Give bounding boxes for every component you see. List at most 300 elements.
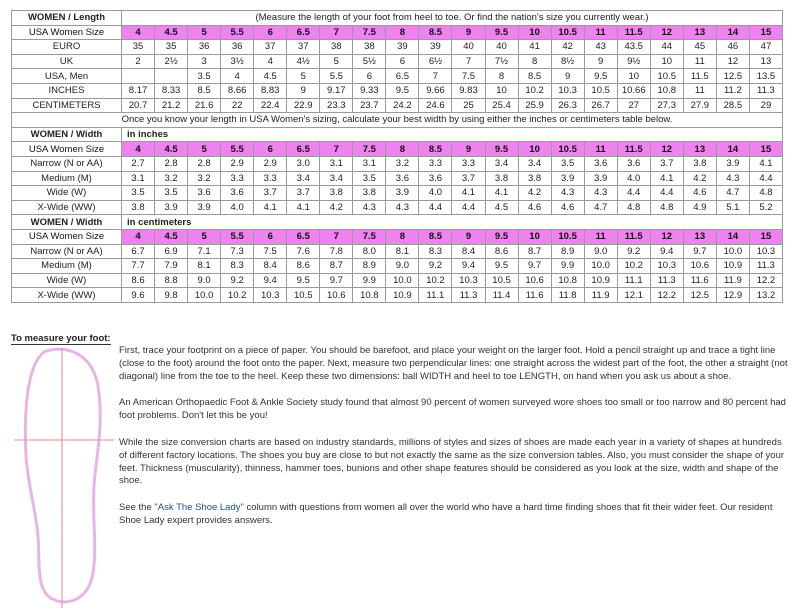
row-label: Narrow (N or AA) (12, 244, 122, 259)
table-cell: 8.4 (452, 244, 485, 259)
table-cell: 4.8 (749, 186, 782, 201)
table-cell: 9.9 (353, 273, 386, 288)
length-data-row (12, 54, 783, 69)
ask-shoe-lady-link[interactable]: "Ask The Shoe Lady" (154, 502, 244, 514)
table-cell: 4.4 (749, 171, 782, 186)
instructions-paragraph-3: While the size conversion charts are based on industry standards, millions of styles and sizes of shoes are made each year in a variety of shapes at hundreds of different factory locations. The shoes you buy are close to but not exactly the same as the size conversion tables. Also, you must consider the shape of your feet. Thickness (muscularity), thinness, hammer toes, bunions and other shape features should be considered as you look at the size, width and shape of the shoe. (119, 436, 785, 487)
table-cell: 9.0 (188, 273, 221, 288)
table-cell: 8.0 (353, 244, 386, 259)
table-cell: 8½ (551, 54, 584, 69)
row-label: Wide (W) (12, 273, 122, 288)
table-cell: 4 (254, 54, 287, 69)
size-cell: 13 (683, 229, 716, 244)
table-cell: 35 (155, 40, 188, 55)
table-cell: 3.5 (353, 171, 386, 186)
size-cell: 5.5 (221, 142, 254, 157)
table-cell: 3.3 (221, 171, 254, 186)
table-cell: 13.2 (749, 288, 782, 303)
size-cell: 8 (386, 142, 419, 157)
table-cell: 12 (716, 54, 749, 69)
table-cell: 10.5 (650, 69, 683, 84)
size-cell: 6 (254, 142, 287, 157)
table-cell: 11.6 (518, 288, 551, 303)
table-cell: 3.8 (518, 171, 551, 186)
table-cell: 3.9 (155, 200, 188, 215)
length-data-row (12, 40, 783, 55)
table-cell: 45 (683, 40, 716, 55)
size-cell: 9.5 (485, 25, 518, 40)
table-cell: 10.0 (584, 259, 617, 274)
table-cell: 9.5 (584, 69, 617, 84)
table-cell: 6.9 (155, 244, 188, 259)
table-cell: 8.4 (254, 259, 287, 274)
table-cell: 3.8 (683, 156, 716, 171)
table-cell: 6 (353, 69, 386, 84)
table-cell: 26.7 (584, 98, 617, 113)
table-cell: 2.8 (155, 156, 188, 171)
size-cell: 11.5 (617, 25, 650, 40)
table-cell: 3.9 (188, 200, 221, 215)
table-cell: 9.0 (386, 259, 419, 274)
cm-data-row (12, 288, 783, 303)
table-cell: 8.6 (287, 259, 320, 274)
table-cell: 11.6 (683, 273, 716, 288)
table-cell: 21.6 (188, 98, 221, 113)
table-cell: 2.7 (122, 156, 155, 171)
table-cell: 36 (221, 40, 254, 55)
size-cell: 5 (188, 25, 221, 40)
table-cell: 42 (551, 40, 584, 55)
size-cell: 8.5 (419, 142, 452, 157)
row-label: X-Wide (WW) (12, 288, 122, 303)
size-cell: 9.5 (485, 229, 518, 244)
inches-data-row (12, 200, 783, 215)
table-cell: 3.8 (353, 186, 386, 201)
table-cell: 43.5 (617, 40, 650, 55)
table-cell: 8.3 (419, 244, 452, 259)
size-cell: 15 (749, 142, 782, 157)
table-cell: 4.6 (683, 186, 716, 201)
table-cell: 9.5 (287, 273, 320, 288)
table-cell: 8.1 (188, 259, 221, 274)
row-label: Medium (M) (12, 171, 122, 186)
length-size-row (12, 25, 783, 40)
table-cell: 3.1 (353, 156, 386, 171)
table-cell: 22.9 (287, 98, 320, 113)
cm-header-label: WOMEN / Width (12, 215, 122, 230)
row-label: EURO (12, 40, 122, 55)
size-cell: 7 (320, 142, 353, 157)
table-cell: 10.5 (287, 288, 320, 303)
table-cell: 9.17 (320, 83, 353, 98)
middle-note-row (12, 113, 783, 128)
p4-post: column with questions from women all over the world who have a hard time finding shoes that fit their wider feet. Our resident Shoe Lady expert provides answers. (119, 502, 773, 526)
table-cell: 10.8 (353, 288, 386, 303)
table-cell: 3.6 (188, 186, 221, 201)
table-cell: 9.2 (617, 244, 650, 259)
table-cell: 4.3 (386, 200, 419, 215)
table-cell: 11.3 (749, 259, 782, 274)
table-cell: 8.66 (221, 83, 254, 98)
length-data-row (12, 83, 783, 98)
table-cell: 46 (716, 40, 749, 55)
table-cell: 5 (287, 69, 320, 84)
table-cell: 8.1 (386, 244, 419, 259)
table-cell: 3.6 (617, 156, 650, 171)
table-cell: 9 (584, 54, 617, 69)
table-cell: 8.3 (221, 259, 254, 274)
table-cell: 3.5 (122, 186, 155, 201)
table-cell: 9.9 (551, 259, 584, 274)
table-cell: 12.1 (617, 288, 650, 303)
inches-data-row (12, 171, 783, 186)
table-cell: 12.9 (716, 288, 749, 303)
table-cell: 2½ (155, 54, 188, 69)
size-cell: 15 (749, 25, 782, 40)
table-cell: 9.33 (353, 83, 386, 98)
table-cell: 9.66 (419, 83, 452, 98)
size-cell: 4 (122, 142, 155, 157)
length-data-row (12, 98, 783, 113)
table-cell: 12.5 (716, 69, 749, 84)
table-cell: 3.6 (419, 171, 452, 186)
table-cell: 11.1 (617, 273, 650, 288)
size-cell: 11.5 (617, 142, 650, 157)
table-cell: 37 (287, 40, 320, 55)
table-cell: 10.0 (188, 288, 221, 303)
table-cell: 25.4 (485, 98, 518, 113)
size-cell: 6.5 (287, 229, 320, 244)
table-cell: 22.4 (254, 98, 287, 113)
table-cell: 11.3 (452, 288, 485, 303)
size-cell: 10.5 (551, 25, 584, 40)
table-cell: 3.9 (551, 171, 584, 186)
table-cell: 4.2 (683, 171, 716, 186)
table-cell: 13.5 (749, 69, 782, 84)
table-cell: 27 (617, 98, 650, 113)
size-cell: 4.5 (155, 142, 188, 157)
inches-subheader: in inches (122, 127, 783, 142)
cm-subheader: in centimeters (122, 215, 783, 230)
size-cell: 6.5 (287, 25, 320, 40)
shoe-size-table (11, 10, 783, 303)
table-cell: 4.8 (650, 200, 683, 215)
table-cell: 4.1 (452, 186, 485, 201)
table-cell: 10.5 (584, 83, 617, 98)
measure-heading: To measure your foot: (11, 333, 111, 344)
measure-instructions (119, 345, 791, 542)
table-cell: 3.6 (221, 186, 254, 201)
table-cell: 27.9 (683, 98, 716, 113)
table-cell: 25 (452, 98, 485, 113)
table-cell: 12.2 (650, 288, 683, 303)
length-header-note: (Measure the length of your foot from heel to toe. Or find the nation's size you currently wear.) (122, 11, 783, 26)
table-cell: 40 (485, 40, 518, 55)
table-cell: 8.6 (122, 273, 155, 288)
table-cell: 10.9 (386, 288, 419, 303)
table-cell: 11.9 (716, 273, 749, 288)
size-cell: 9.5 (485, 142, 518, 157)
size-cell: 12 (650, 25, 683, 40)
table-cell: 3.6 (386, 171, 419, 186)
table-cell: 39 (386, 40, 419, 55)
table-cell: 4.1 (485, 186, 518, 201)
table-cell: 9.6 (122, 288, 155, 303)
foot-outline-image (14, 346, 114, 608)
table-cell: 3.4 (320, 171, 353, 186)
table-cell: 9.0 (584, 244, 617, 259)
cm-data-row (12, 273, 783, 288)
table-cell: 3.2 (386, 156, 419, 171)
size-cell: 8 (386, 25, 419, 40)
table-cell: 10.8 (650, 83, 683, 98)
table-cell: 8.8 (155, 273, 188, 288)
table-cell: 4.2 (320, 200, 353, 215)
table-cell: 24.6 (419, 98, 452, 113)
table-cell: 8.7 (518, 244, 551, 259)
table-cell: 39 (419, 40, 452, 55)
table-cell: 28.5 (716, 98, 749, 113)
instructions-paragraph-1: First, trace your footprint on a piece of paper. You should be barefoot, and place your weight on the larger foot. Hold a pencil straight up and trace a tight line (close to the foot) around the foot onto the paper. Next, measure two perpendicular lines: one straight across the widest part of the foot, the other a straight (not diagonal) line from the toe to the heel. Keep these two dimensions: ball WIDTH and heel to toe LENGTH, on hand when you ask us about a shoe. (119, 345, 788, 382)
table-cell: 6½ (419, 54, 452, 69)
size-cell: 5.5 (221, 25, 254, 40)
table-cell: 5.1 (716, 200, 749, 215)
table-cell: 23.3 (320, 98, 353, 113)
table-cell: 26.3 (551, 98, 584, 113)
table-cell: 7½ (485, 54, 518, 69)
row-label: CENTIMETERS (12, 98, 122, 113)
table-cell: 4.8 (617, 200, 650, 215)
table-cell: 11.3 (650, 273, 683, 288)
table-cell: 37 (254, 40, 287, 55)
table-cell: 4.1 (254, 200, 287, 215)
size-cell: 7.5 (353, 229, 386, 244)
table-cell: 7.5 (452, 69, 485, 84)
size-cell: 11 (584, 25, 617, 40)
size-cell: 12 (650, 229, 683, 244)
table-cell: 27.3 (650, 98, 683, 113)
size-cell: 15 (749, 229, 782, 244)
table-cell (155, 69, 188, 84)
table-cell: 3.3 (419, 156, 452, 171)
size-cell: 11.5 (617, 229, 650, 244)
table-cell: 4.9 (683, 200, 716, 215)
inches-header-label: WOMEN / Width (12, 127, 122, 142)
table-cell: 10.6 (683, 259, 716, 274)
table-cell: 3.5 (551, 156, 584, 171)
size-cell: 10 (518, 229, 551, 244)
size-cell: 10.5 (551, 229, 584, 244)
table-cell: 3.5 (188, 69, 221, 84)
table-cell: 10.2 (221, 288, 254, 303)
table-cell: 13 (749, 54, 782, 69)
table-cell: 4.4 (452, 200, 485, 215)
size-cell: 10 (518, 142, 551, 157)
size-cell: 8 (386, 229, 419, 244)
table-cell: 10.0 (716, 244, 749, 259)
row-label: INCHES (12, 83, 122, 98)
table-cell: 4.5 (254, 69, 287, 84)
table-cell: 4.1 (650, 171, 683, 186)
table-cell: 35 (122, 40, 155, 55)
table-cell: 7.7 (122, 259, 155, 274)
inches-header-row (12, 127, 783, 142)
table-cell: 24.2 (386, 98, 419, 113)
table-cell: 7 (452, 54, 485, 69)
table-cell: 8 (485, 69, 518, 84)
table-cell: 10.3 (551, 83, 584, 98)
table-cell: 4.4 (617, 186, 650, 201)
size-cell: 11 (584, 229, 617, 244)
table-cell: 10.6 (518, 273, 551, 288)
table-cell: 7.3 (221, 244, 254, 259)
table-cell: 10.5 (485, 273, 518, 288)
table-cell: 3½ (221, 54, 254, 69)
table-cell: 9.83 (452, 83, 485, 98)
table-cell: 4.1 (287, 200, 320, 215)
table-cell: 9.2 (419, 259, 452, 274)
table-cell (122, 69, 155, 84)
table-cell: 3.9 (716, 156, 749, 171)
table-cell: 7.1 (188, 244, 221, 259)
table-cell: 3.7 (287, 186, 320, 201)
table-cell: 8 (518, 54, 551, 69)
table-cell: 8.83 (254, 83, 287, 98)
table-cell: 47 (749, 40, 782, 55)
table-cell: 4.6 (518, 200, 551, 215)
table-cell: 9.7 (320, 273, 353, 288)
table-cell: 8.9 (551, 244, 584, 259)
table-cell: 3.7 (650, 156, 683, 171)
table-cell: 3.9 (386, 186, 419, 201)
table-cell: 3.1 (122, 171, 155, 186)
table-cell: 3.8 (485, 171, 518, 186)
table-cell: 10.3 (749, 244, 782, 259)
table-cell: 40 (452, 40, 485, 55)
table-cell: 4.5 (485, 200, 518, 215)
table-cell: 4.2 (518, 186, 551, 201)
instructions-paragraph-2: An American Orthopaedic Foot & Ankle Society study found that almost 90 percent of women surveyed wore shoes too small or too narrow and 80 percent had foot problems. Don't let this be you! (119, 397, 786, 422)
size-cell: 14 (716, 142, 749, 157)
size-cell: 6.5 (287, 142, 320, 157)
table-cell: 4.3 (353, 200, 386, 215)
table-cell: 10.3 (452, 273, 485, 288)
table-cell: 36 (188, 40, 221, 55)
table-cell: 11.9 (584, 288, 617, 303)
table-cell: 4.0 (617, 171, 650, 186)
size-cell: 14 (716, 25, 749, 40)
table-cell: 10.2 (518, 83, 551, 98)
table-cell: 5 (320, 54, 353, 69)
size-cell: 8.5 (419, 25, 452, 40)
table-cell: 3.9 (584, 171, 617, 186)
table-cell: 7.8 (320, 244, 353, 259)
table-cell: 3.2 (155, 171, 188, 186)
inches-size-row (12, 142, 783, 157)
table-cell: 29 (749, 98, 782, 113)
table-cell: 10.6 (320, 288, 353, 303)
table-cell: 2.9 (254, 156, 287, 171)
inches-size-label: USA Women Size (12, 142, 122, 157)
table-cell: 4.3 (551, 186, 584, 201)
p4-pre: See the (119, 502, 155, 514)
table-cell: 9.7 (518, 259, 551, 274)
foot-outline (25, 349, 100, 602)
table-cell: 4½ (287, 54, 320, 69)
table-cell: 11.2 (716, 83, 749, 98)
size-cell: 6 (254, 229, 287, 244)
table-cell: 10 (650, 54, 683, 69)
table-cell: 4.3 (716, 171, 749, 186)
table-cell: 4.3 (584, 186, 617, 201)
table-cell: 44 (650, 40, 683, 55)
table-cell: 9.5 (386, 83, 419, 98)
table-cell: 5.2 (749, 200, 782, 215)
length-header-row (12, 11, 783, 26)
size-cell: 5 (188, 229, 221, 244)
size-cell: 13 (683, 142, 716, 157)
table-cell: 11.3 (749, 83, 782, 98)
size-cell: 6 (254, 25, 287, 40)
table-cell: 20.7 (122, 98, 155, 113)
table-cell: 7.5 (254, 244, 287, 259)
table-cell: 21.2 (155, 98, 188, 113)
table-cell: 3.4 (485, 156, 518, 171)
table-cell: 3.4 (287, 171, 320, 186)
table-cell: 4.1 (749, 156, 782, 171)
size-cell: 8.5 (419, 229, 452, 244)
table-cell: 9.4 (452, 259, 485, 274)
middle-note: Once you know your length in USA Women's sizing, calculate your best width by using either the inches or centimeters table below. (12, 113, 783, 128)
size-cell: 12 (650, 142, 683, 157)
size-cell: 10 (518, 25, 551, 40)
length-data-row (12, 69, 783, 84)
size-cell: 13 (683, 25, 716, 40)
table-cell: 5½ (353, 54, 386, 69)
table-cell: 23.7 (353, 98, 386, 113)
table-cell: 22 (221, 98, 254, 113)
table-cell: 4.0 (221, 200, 254, 215)
table-cell: 9.8 (155, 288, 188, 303)
table-cell: 3 (188, 54, 221, 69)
table-cell: 10.66 (617, 83, 650, 98)
table-cell: 7 (419, 69, 452, 84)
table-cell: 10.2 (419, 273, 452, 288)
table-cell: 11 (683, 83, 716, 98)
table-cell: 8.33 (155, 83, 188, 98)
table-cell: 4.4 (650, 186, 683, 201)
cm-size-row (12, 229, 783, 244)
table-cell: 3.7 (254, 186, 287, 201)
row-label: Wide (W) (12, 186, 122, 201)
table-cell: 3.0 (287, 156, 320, 171)
table-cell: 10.9 (584, 273, 617, 288)
table-cell: 3.7 (452, 171, 485, 186)
table-cell: 2.9 (221, 156, 254, 171)
size-cell: 7 (320, 25, 353, 40)
table-cell: 3.3 (254, 171, 287, 186)
table-cell: 8.7 (320, 259, 353, 274)
table-cell: 41 (518, 40, 551, 55)
table-cell: 3.2 (188, 171, 221, 186)
table-cell: 2.8 (188, 156, 221, 171)
length-size-label: USA Women Size (12, 25, 122, 40)
table-cell: 12.2 (749, 273, 782, 288)
table-cell: 11.8 (551, 288, 584, 303)
inches-data-row (12, 186, 783, 201)
table-cell: 10 (617, 69, 650, 84)
table-cell: 4 (221, 69, 254, 84)
